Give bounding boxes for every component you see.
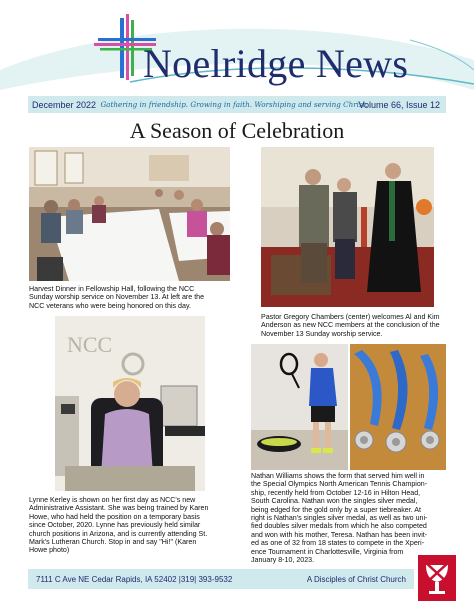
issue-number: Volume 66, Issue 12 bbox=[358, 99, 440, 110]
church-address: 7111 C Ave NE Cedar Rapids, IA 52402 |319| 393-9532 bbox=[36, 574, 233, 584]
info-bar bbox=[28, 96, 446, 113]
chalice-logo-icon bbox=[418, 555, 456, 601]
nathan-tennis-photo bbox=[251, 344, 348, 470]
church-denomination: A Disciples of Christ Church bbox=[306, 574, 406, 584]
issue-date: December 2022 bbox=[32, 99, 97, 110]
nathan-caption: Nathan Williams shows the form that served him well in the Special Olympics North American Tennis Champion- ship, recently held from October 12-16 in Hilton Head, South Carolina. Nathan won the singles silver medal, being edged for the gold only by a super tiebreaker. At right is Nathan's singles silver medal, as well as two uni- fied doubles silver medals from which he also competed and won with his mother, Teresa. Nathan has been invit- ed as one of 32 from 18 states to compete in the Xperi- ence Tournament in Charlottesville, Virginia from January 8-10, 2023. bbox=[251, 472, 428, 565]
lynne-kerley-photo bbox=[55, 316, 205, 491]
footer-bar bbox=[28, 569, 414, 589]
harvest-dinner-photo bbox=[29, 147, 230, 281]
new-members-caption: Pastor Gregory Chambers (center) welcomes Al and Kim Anderson as new NCC members at the conclusion of the November 13 Sunday worship service. bbox=[261, 313, 440, 338]
ncc-wall-letters: NCC bbox=[67, 332, 113, 357]
harvest-dinner-caption: Harvest Dinner in Fellowship Hall, following the NCC Sunday worship service on November 13. At left are the NCC veterans who were being honored on this day. bbox=[29, 285, 205, 310]
new-members-photo bbox=[261, 147, 434, 307]
masthead bbox=[0, 0, 474, 96]
medals-photo bbox=[350, 344, 446, 470]
page-headline: A Season of Celebration bbox=[129, 118, 345, 143]
newsletter-title: Noelridge News bbox=[143, 41, 409, 86]
lynne-kerley-caption: Lynne Kerley is shown on her first day as NCC's new Administrative Assistant. She was being trained by Karen Howe, who had held the position on a temporary basis since October, 2020. Lynne has previously held similar church positions in Arizona, and is currently attending St. Mark's Lutheran Church. Stop in and say "Hi!" (Karen Howe photo) bbox=[29, 496, 209, 555]
church-motto: Gathering in friendship. Growing in faith. Worshiping and serving Christ. bbox=[100, 100, 368, 109]
